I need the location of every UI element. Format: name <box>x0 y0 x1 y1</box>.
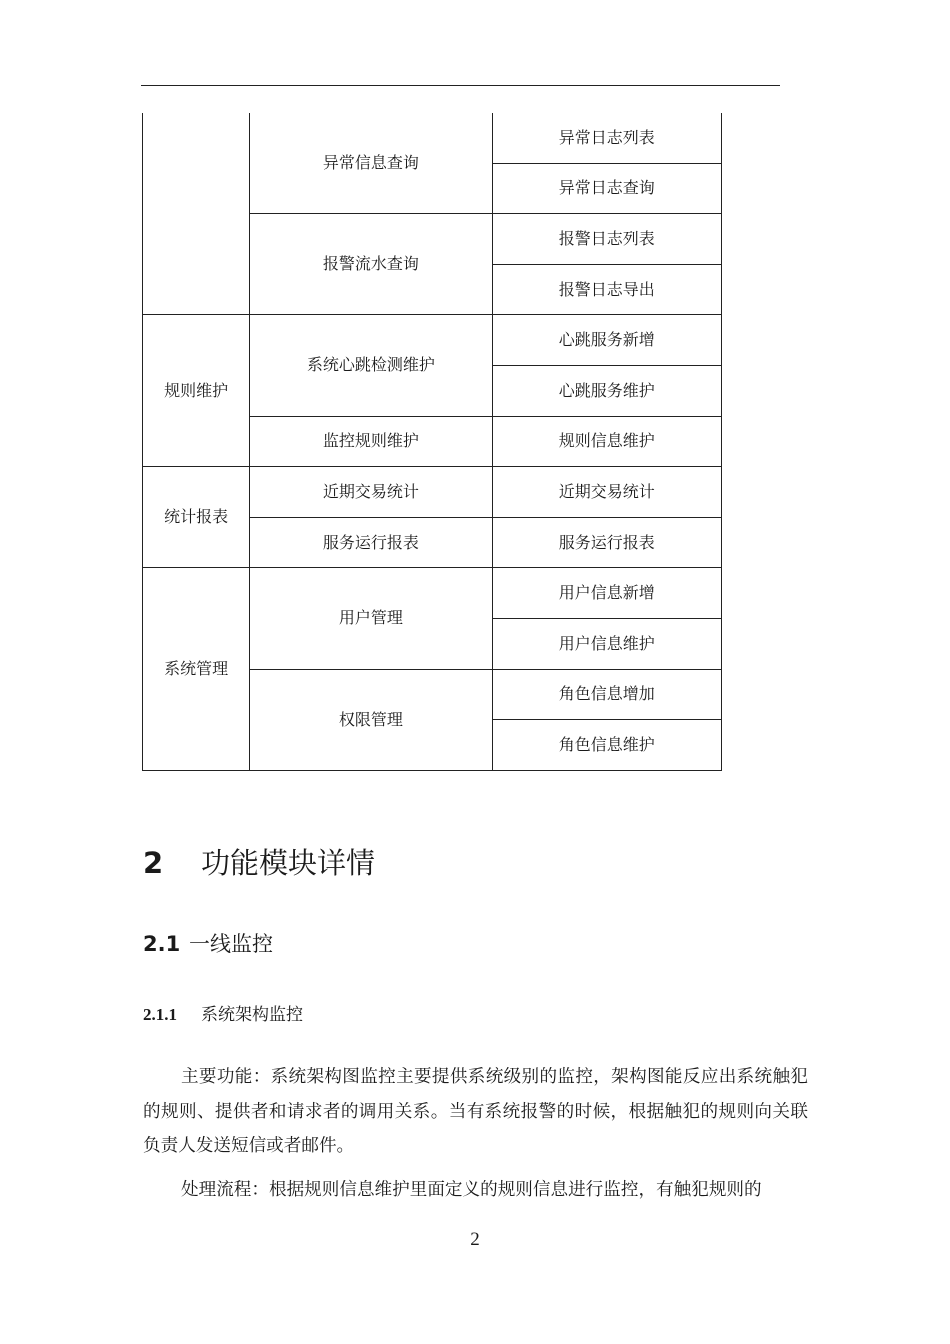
table-cell-module: 统计报表 <box>143 467 250 568</box>
paragraph-main-function: 主要功能：系统架构图监控主要提供系统级别的监控，架构图能反应出系统触犯的规则、提供者和请求者的调用关系。当有系统报警的时候，根据触犯的规则向关联负责人发送短信或者邮件。 <box>143 1067 808 1156</box>
section-heading <box>143 843 375 883</box>
table-cell-submodule: 权限管理 <box>250 669 492 770</box>
subsection-title: 一线监控 <box>189 932 273 956</box>
table-cell-function: 心跳服务新增 <box>492 315 721 366</box>
table-cell-function: 报警日志导出 <box>492 264 721 315</box>
table-cell-function: 用户信息维护 <box>492 618 721 669</box>
header-rule <box>141 85 780 86</box>
subsection-heading <box>143 929 273 959</box>
table-cell-function: 角色信息增加 <box>492 669 721 720</box>
table-cell-function: 心跳服务维护 <box>492 365 721 416</box>
table-cell-module: 系统管理 <box>143 568 250 770</box>
table-row <box>143 113 722 163</box>
table-cell-submodule: 监控规则维护 <box>250 416 492 467</box>
table-cell-submodule: 异常信息查询 <box>250 113 492 214</box>
table-cell-submodule: 报警流水查询 <box>250 214 492 315</box>
table-cell-function: 报警日志列表 <box>492 214 721 265</box>
table-cell-function: 异常日志查询 <box>492 163 721 214</box>
table-cell-module <box>143 113 250 315</box>
table-cell-function: 服务运行报表 <box>492 517 721 568</box>
subsubsection-title: 系统架构监控 <box>201 1005 303 1025</box>
table-cell-function: 近期交易统计 <box>492 467 721 518</box>
function-module-table <box>142 113 722 771</box>
table-cell-submodule: 服务运行报表 <box>250 517 492 568</box>
table-row <box>143 315 722 366</box>
table-cell-submodule: 系统心跳检测维护 <box>250 315 492 416</box>
table-cell-function: 规则信息维护 <box>492 416 721 467</box>
table-row <box>143 568 722 619</box>
subsubsection-number: 2.1.1 <box>143 1005 177 1024</box>
table-cell-function: 异常日志列表 <box>492 113 721 163</box>
table-cell-submodule: 近期交易统计 <box>250 467 492 518</box>
table-cell-module: 规则维护 <box>143 315 250 467</box>
table-cell-submodule: 用户管理 <box>250 568 492 669</box>
table-row <box>143 467 722 518</box>
table-cell-function: 用户信息新增 <box>492 568 721 619</box>
subsection-number: 2.1 <box>143 932 181 956</box>
section-number: 2 <box>143 846 164 880</box>
paragraph-process-flow: 处理流程：根据规则信息维护里面定义的规则信息进行监控，有触犯规则的 <box>181 1180 762 1200</box>
section-title: 功能模块详情 <box>201 846 376 880</box>
subsubsection-heading <box>143 1002 303 1028</box>
page-number: 2 <box>470 1229 480 1250</box>
table-cell-function: 角色信息维护 <box>492 720 721 771</box>
